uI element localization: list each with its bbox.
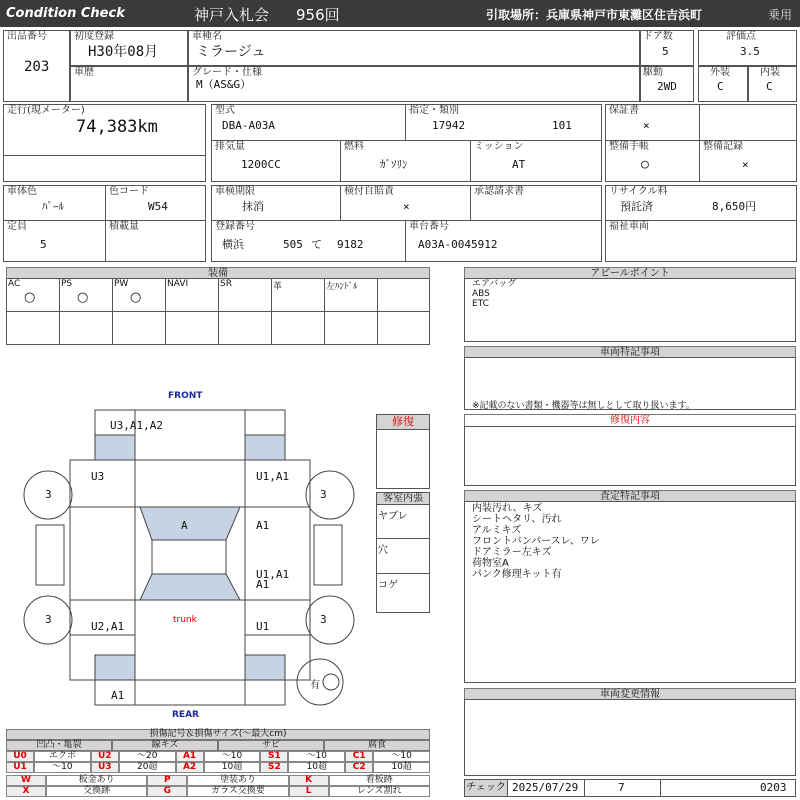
rear-label: REAR [172, 710, 199, 720]
grade-label: グレード・仕様 [192, 67, 262, 78]
legend-desc: ～20 [119, 751, 176, 762]
inspector-line: アルミキズ [472, 525, 522, 536]
inspector-line: ドアミラー左キズ [472, 547, 552, 558]
interior-item-burn: コゲ [378, 580, 398, 591]
legend-code: C1 [345, 751, 373, 762]
welfare-label: 福祉車両 [609, 221, 649, 232]
spare-tire-label: 有 [310, 680, 320, 691]
legend-category: 腐食 [324, 740, 430, 751]
legend-desc: 10超 [288, 762, 345, 773]
record-value: × [742, 158, 749, 171]
pickup-location: 引取場所：兵庫県神戸市東灘区住吉浜町 [486, 8, 703, 22]
history-label: 車歴 [74, 67, 94, 78]
legend-desc: エクボ [34, 751, 91, 762]
legend-code: U2 [91, 751, 119, 762]
trunk-label: trunk [173, 615, 197, 625]
legend-category: 線キズ [112, 740, 218, 751]
legend-desc: 交換跡 [46, 786, 147, 797]
inspector-title: 査定特記事項 [464, 490, 796, 502]
legend-desc: 塗装あり [187, 775, 288, 786]
legend-code: C2 [345, 762, 373, 773]
interior-label: 内装 [760, 67, 780, 78]
auction-number: 956回 [296, 6, 340, 24]
legend-code: U3 [91, 762, 119, 773]
legend-desc: ～10 [34, 762, 91, 773]
equipment-value: ○ [24, 290, 36, 305]
manual-label: 整備手帳 [609, 141, 649, 152]
score-label: 評価点 [726, 31, 756, 42]
auction-name: 神戸入札会 [194, 6, 270, 24]
color-code-label: 色コード [109, 186, 149, 197]
inspector-line: 内装汚れ、キズ [472, 503, 543, 514]
check-number: 7 [618, 781, 625, 794]
repair-box [464, 426, 796, 486]
class-number: 101 [552, 119, 572, 132]
legend-code: G [147, 786, 187, 797]
appeal-line: ETC [472, 299, 489, 309]
front-label: FRONT [168, 391, 203, 401]
fuel-value: ｶﾞｿﾘﾝ [380, 158, 408, 171]
interior-item-hole: 穴 [378, 545, 388, 556]
capacity-label: 定員 [7, 221, 27, 232]
record-label: 整備記録 [703, 141, 743, 152]
mission-label: ミッション [474, 141, 524, 152]
lot-label: 出品番号 [7, 31, 47, 42]
legend-desc: 10超 [373, 762, 430, 773]
doors-label: ドア数 [643, 31, 673, 42]
liability-label: 検付自賠責 [344, 186, 394, 197]
inspector-line: シートヘタリ、汚れ [472, 514, 562, 525]
legend-code: A2 [176, 762, 204, 773]
equipment-header: SR [220, 279, 232, 289]
exterior-label: 外装 [710, 67, 730, 78]
appeal-title: アピールポイント [464, 267, 796, 279]
recycle-amount: 8,650円 [712, 200, 757, 213]
exterior-value: C [717, 80, 724, 93]
displacement-label: 排気量 [215, 141, 245, 152]
legend-code: K [289, 775, 329, 786]
legend-code: L [289, 786, 329, 797]
right-front-damage: U1,A1 [256, 470, 290, 483]
inspector-line: 荷物室A [472, 558, 509, 569]
legend-desc: 20超 [119, 762, 176, 773]
left-front-damage: U3 [91, 470, 105, 483]
inspection-label: 車検期限 [215, 186, 255, 197]
legend-desc: ガラス交換要 [187, 786, 288, 797]
warranty-label: 保証書 [609, 105, 639, 116]
name-value: ミラージュ [196, 44, 266, 60]
equipment-header: AC [8, 279, 21, 289]
equipment-header: PW [114, 279, 129, 289]
grade-value: M（AS&G） [196, 78, 252, 91]
chassis-label: 車台番号 [409, 221, 449, 232]
rear-panel-damage: A1 [111, 689, 125, 702]
load-label: 積載量 [109, 221, 139, 232]
equipment-header: PS [61, 279, 73, 289]
warranty-value: × [643, 119, 650, 132]
mileage-label: 走行(現メーター) [7, 105, 85, 116]
special-note: ※記載のない書類・機器等は無しとして取り扱います。 [472, 401, 695, 411]
legend-desc: ～10 [204, 751, 261, 762]
recycle-label: リサイクル料 [609, 186, 668, 197]
roof-damage: A [181, 519, 188, 532]
equipment-header: 左ﾊﾝﾄﾞﾙ [326, 282, 358, 292]
interior-title: 客室内張 [376, 492, 430, 505]
appeal-line: ABS [472, 289, 490, 299]
plate-kana: て [311, 238, 322, 251]
plate-number: 9182 [337, 238, 364, 251]
repair-side-title: 修復 [376, 414, 430, 430]
brand-title: Condition Check [6, 6, 125, 21]
legend-desc: レンズ割れ [329, 786, 430, 797]
lot-value: 203 [24, 59, 50, 75]
legend-code: S2 [260, 762, 288, 773]
left-rear-damage: U2,A1 [91, 620, 125, 633]
legend-code: S1 [260, 751, 288, 762]
legend-category: 凹凸・亀裂 [6, 740, 112, 751]
right-mid-damage: A1 [256, 519, 270, 532]
model-label: 型式 [215, 105, 235, 116]
chassis-value: A03A-0045912 [418, 238, 498, 251]
type-number: 17942 [432, 119, 466, 132]
mission-value: AT [512, 158, 526, 171]
plate-class: 505 [283, 238, 303, 251]
right-rear-damage: U1 [256, 620, 270, 633]
tire-rear-right: 3 [320, 613, 327, 626]
score-value: 3.5 [740, 45, 760, 58]
category-badge: 乗用 [768, 8, 793, 22]
inspection-box [211, 185, 602, 262]
color-label: 車体色 [7, 186, 37, 197]
right-rear-door-damage: U1,A1 A1 [256, 568, 290, 591]
car-diagram [18, 385, 358, 725]
capacity-value: 5 [40, 238, 47, 251]
first-reg-value: H30年08月 [88, 44, 159, 60]
interior-item-tear: ヤブレ [378, 511, 408, 522]
color-value: ﾊﾟｰﾙ [42, 200, 64, 213]
tire-rear-left: 3 [45, 613, 52, 626]
equipment-header: 革 [273, 282, 283, 292]
interior-value: C [766, 80, 773, 93]
tire-front-right: 3 [320, 488, 327, 501]
liability-value: × [403, 200, 410, 213]
plate-label: 登録番号 [215, 221, 255, 232]
special-title: 車両特記事項 [464, 346, 796, 358]
drive-label: 駆動 [643, 67, 663, 78]
equipment-value: ○ [130, 290, 142, 305]
equipment-title: 装備 [6, 267, 430, 279]
legend-code: U1 [6, 762, 34, 773]
change-box [464, 699, 796, 776]
first-reg-label: 初度登録 [74, 31, 114, 42]
approval-label: 承認請求書 [474, 186, 524, 197]
front-panel-damage: U3,A1,A2 [110, 419, 163, 432]
drive-value: 2WD [657, 80, 677, 93]
inspection-value: 抹消 [242, 200, 264, 213]
appeal-lines [472, 279, 516, 309]
displacement-value: 1200CC [241, 158, 281, 171]
legend-code: A1 [176, 751, 204, 762]
legend-desc: 看板跡 [329, 775, 430, 786]
legend-category: サビ [218, 740, 324, 751]
legend-desc: ～10 [373, 751, 430, 762]
legend-code: W [6, 775, 46, 786]
legend-code: U0 [6, 751, 34, 762]
check-date: 2025/07/29 [512, 781, 579, 794]
inspector-line: フロントバンパースレ、ワレ [472, 536, 600, 547]
model-value: DBA-A03A [222, 119, 275, 132]
name-label: 車種名 [192, 31, 222, 42]
mileage-value: 74,383km [76, 117, 158, 137]
tire-front-left: 3 [45, 488, 52, 501]
color-code-value: W54 [148, 200, 168, 213]
plate-area: 横浜 [222, 238, 244, 251]
legend-code: P [147, 775, 187, 786]
legend-title: 損傷記号＆損傷サイズ(～最大cm) [6, 729, 430, 740]
inspector-lines [472, 503, 600, 580]
legend-desc: 10超 [204, 762, 261, 773]
legend-desc: ～10 [288, 751, 345, 762]
equipment-value: ○ [77, 290, 89, 305]
type-label: 指定・類別 [409, 105, 459, 116]
manual-value: ○ [641, 157, 649, 172]
fuel-label: 燃料 [344, 141, 364, 152]
repair-title: 修復内容 [464, 414, 796, 427]
recycle-status: 預託済 [620, 200, 653, 213]
legend-desc: 板金あり [46, 775, 147, 786]
check-label: チェック [464, 779, 508, 797]
inspector-line: パンク修理キット有 [472, 569, 562, 580]
legend-code: X [6, 786, 46, 797]
appeal-line: エアバッグ [472, 279, 517, 289]
equipment-header: NAVI [167, 279, 189, 289]
doors-value: 5 [662, 45, 669, 58]
change-title: 車両変更情報 [464, 688, 796, 700]
check-code: 0203 [760, 781, 787, 794]
